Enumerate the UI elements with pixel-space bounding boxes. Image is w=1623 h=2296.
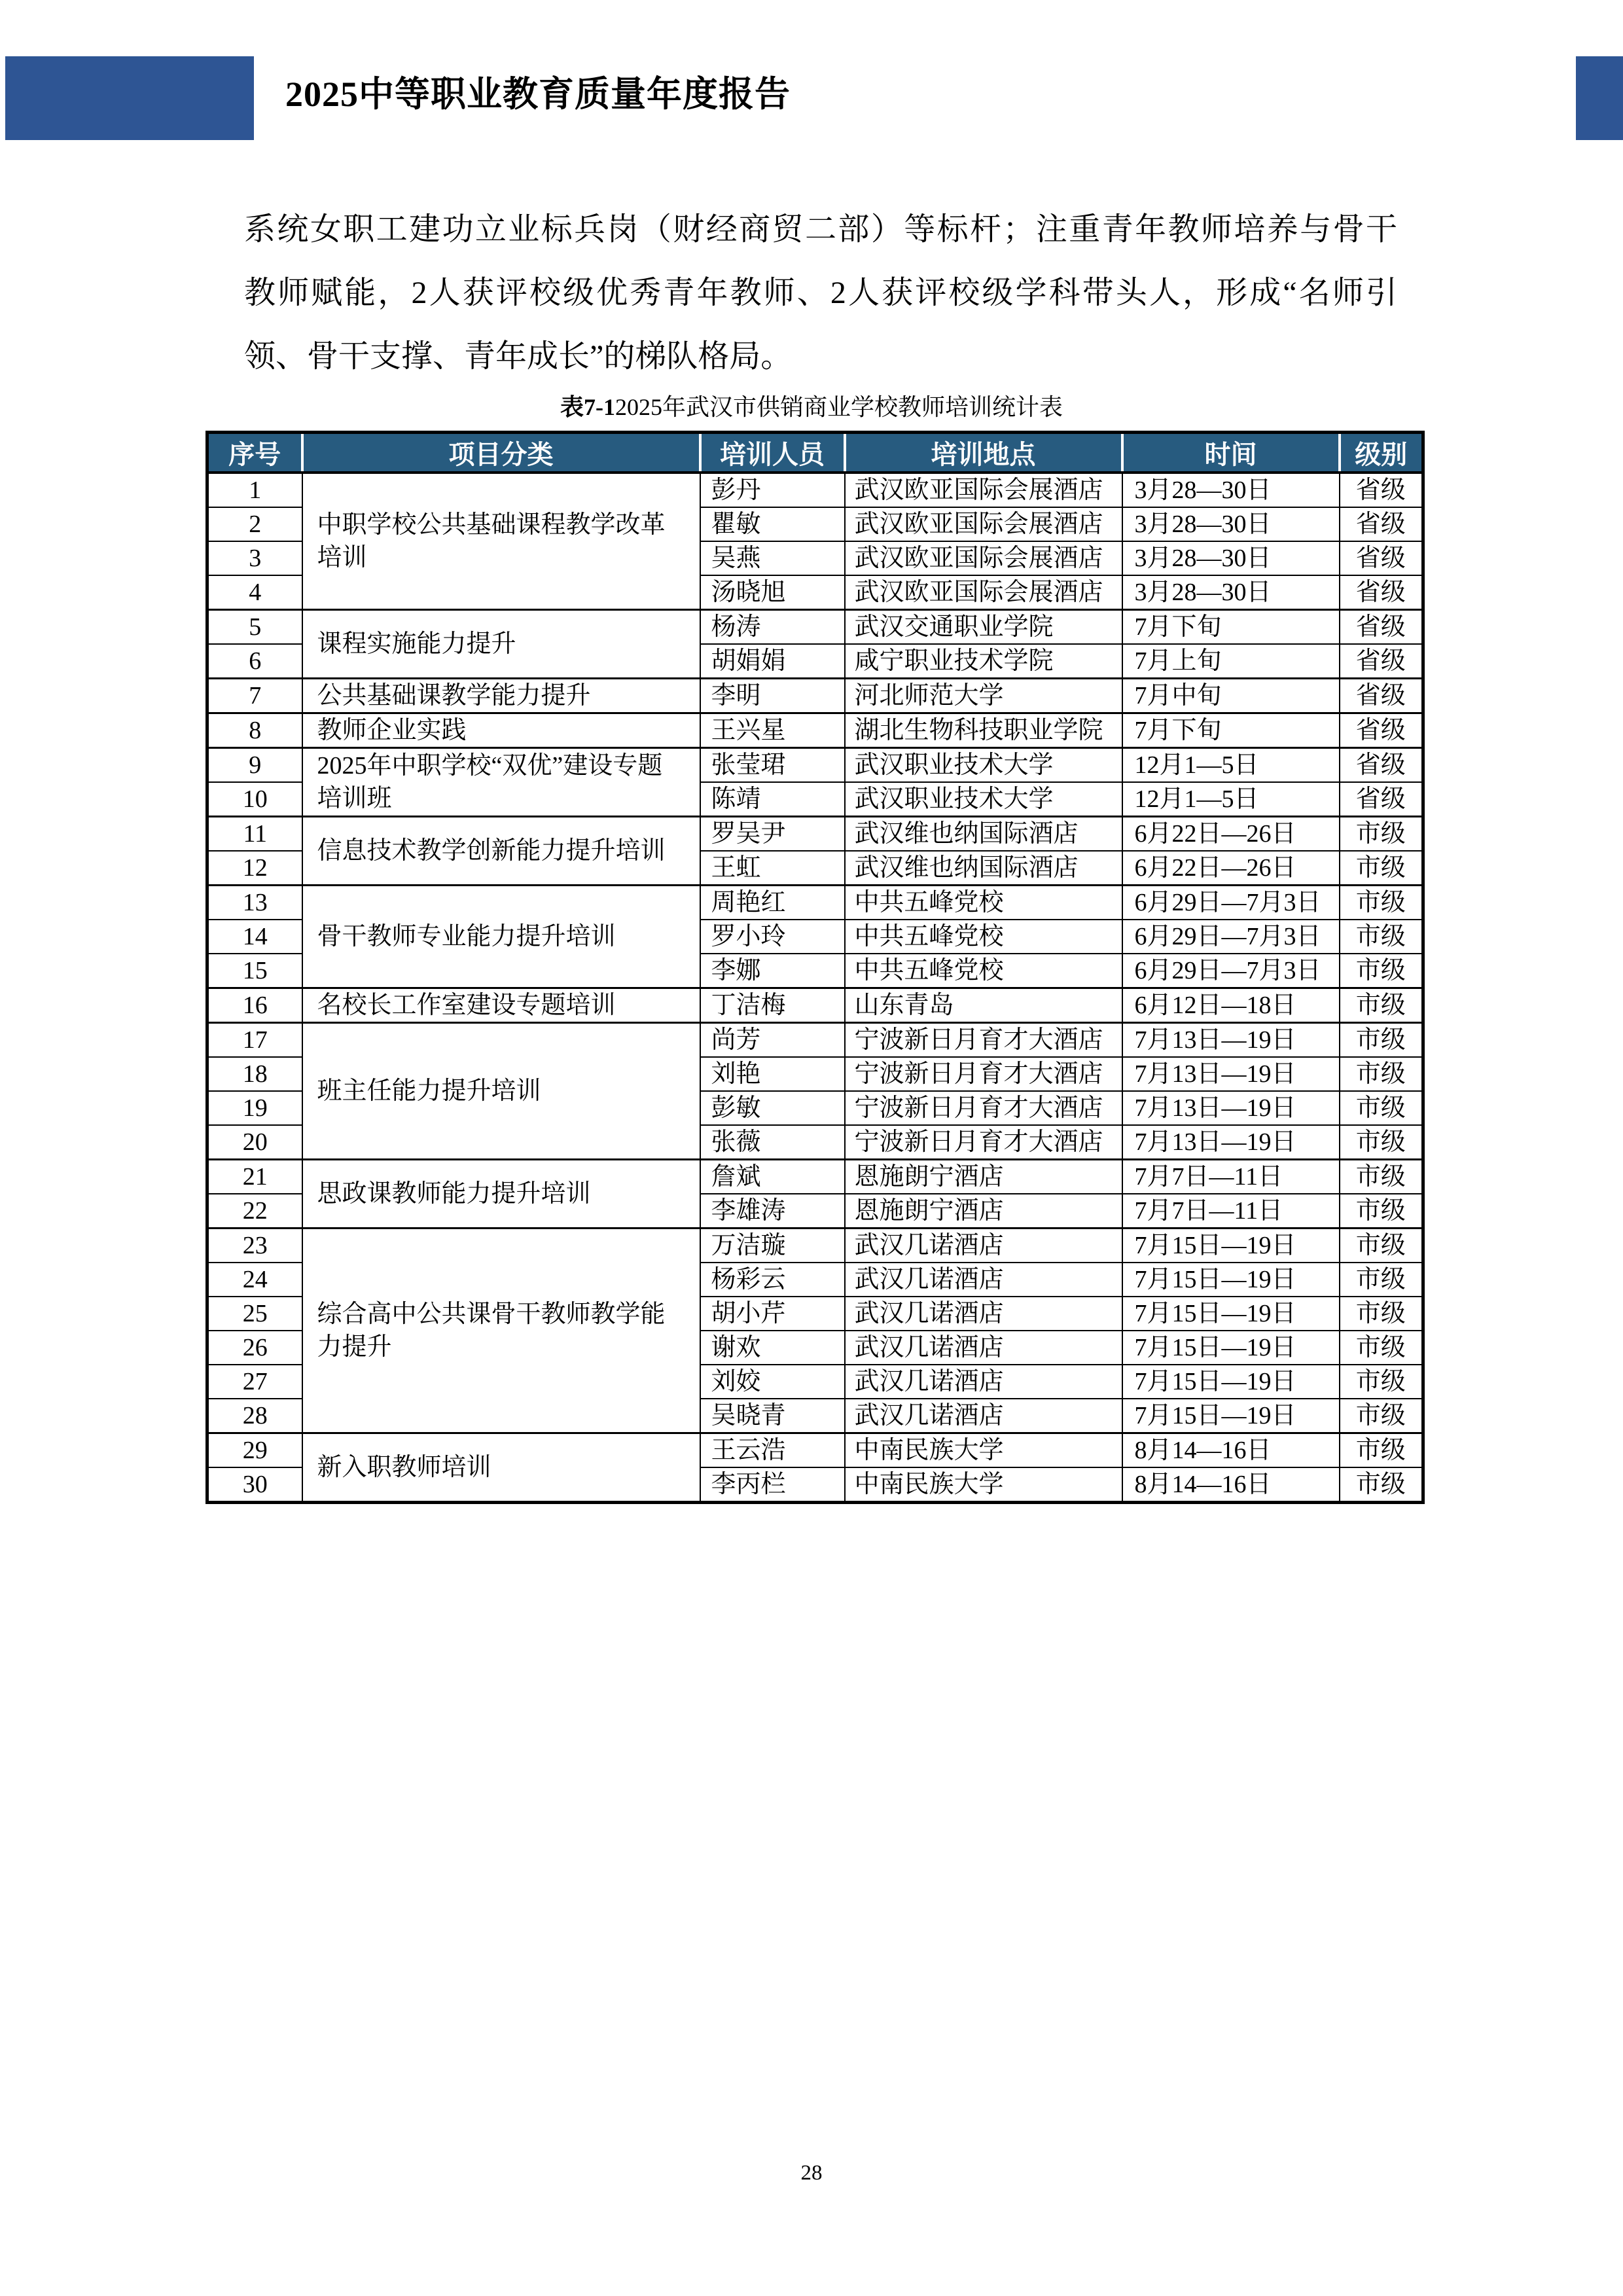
cell-training-time: 3月28—30日 <box>1122 507 1340 541</box>
body-paragraph <box>244 198 1397 388</box>
cell-training-time: 3月28—30日 <box>1122 575 1340 610</box>
cell-training-place: 武汉职业技术大学 <box>845 748 1122 783</box>
paragraph-line: 领、骨干支撑、青年成长”的梯队格局。 <box>244 339 793 374</box>
cell-training-place: 武汉几诺酒店 <box>845 1365 1122 1399</box>
cell-serial-number: 4 <box>207 575 302 610</box>
cell-level: 市级 <box>1340 920 1423 954</box>
cell-serial-number: 29 <box>207 1433 302 1468</box>
cell-trainee-name: 胡娟娟 <box>700 644 845 679</box>
cell-level: 省级 <box>1340 782 1423 817</box>
cell-training-time: 7月13日—19日 <box>1122 1023 1340 1058</box>
cell-trainee-name: 李丙栏 <box>700 1467 845 1503</box>
cell-serial-number: 11 <box>207 817 302 852</box>
cell-level: 市级 <box>1340 1091 1423 1125</box>
cell-training-place: 中南民族大学 <box>845 1467 1122 1503</box>
cell-training-place: 河北师范大学 <box>845 679 1122 713</box>
cell-training-time: 7月15日—19日 <box>1122 1331 1340 1365</box>
cell-training-place: 山东青岛 <box>845 988 1122 1023</box>
cell-training-place: 武汉几诺酒店 <box>845 1331 1122 1365</box>
cell-trainee-name: 胡小芹 <box>700 1297 845 1331</box>
cell-serial-number: 2 <box>207 507 302 541</box>
cell-trainee-name: 杨涛 <box>700 610 845 645</box>
cell-trainee-name: 罗小玲 <box>700 920 845 954</box>
cell-level: 市级 <box>1340 886 1423 920</box>
cell-serial-number: 17 <box>207 1023 302 1058</box>
cell-project-category: 信息技术教学创新能力提升培训 <box>302 817 700 886</box>
cell-level: 市级 <box>1340 1263 1423 1297</box>
cell-training-place: 宁波新日月育才大酒店 <box>845 1023 1122 1058</box>
cell-serial-number: 22 <box>207 1194 302 1229</box>
cell-serial-number: 30 <box>207 1467 302 1503</box>
cell-training-time: 6月29日—7月3日 <box>1122 920 1340 954</box>
page-number: 28 <box>800 2161 823 2185</box>
cell-training-place: 恩施朗宁酒店 <box>845 1194 1122 1229</box>
cell-trainee-name: 彭敏 <box>700 1091 845 1125</box>
cell-project-category: 班主任能力提升培训 <box>302 1023 700 1160</box>
header-accent-bar-right <box>1576 56 1623 140</box>
cell-project-category: 2025年中职学校“双优”建设专题培训班 <box>302 748 700 817</box>
cell-serial-number: 19 <box>207 1091 302 1125</box>
cell-training-place: 中共五峰党校 <box>845 954 1122 988</box>
cell-level: 市级 <box>1340 1331 1423 1365</box>
table-row <box>207 713 1423 748</box>
cell-serial-number: 9 <box>207 748 302 783</box>
cell-serial-number: 7 <box>207 679 302 713</box>
cell-training-place: 武汉交通职业学院 <box>845 610 1122 645</box>
cell-trainee-name: 吴晓青 <box>700 1399 845 1433</box>
cell-trainee-name: 周艳红 <box>700 886 845 920</box>
cell-trainee-name: 瞿敏 <box>700 507 845 541</box>
cell-training-time: 12月1—5日 <box>1122 782 1340 817</box>
table-row <box>207 473 1423 507</box>
cell-serial-number: 12 <box>207 851 302 886</box>
table-row <box>207 1433 1423 1468</box>
column-header-no: 序号 <box>207 433 302 473</box>
cell-level: 省级 <box>1340 473 1423 507</box>
cell-serial-number: 16 <box>207 988 302 1023</box>
cell-training-time: 7月7日—11日 <box>1122 1160 1340 1194</box>
cell-serial-number: 1 <box>207 473 302 507</box>
cell-training-place: 中共五峰党校 <box>845 886 1122 920</box>
cell-trainee-name: 张莹珺 <box>700 748 845 783</box>
cell-level: 省级 <box>1340 507 1423 541</box>
page-title: 2025中等职业教育质量年度报告 <box>285 75 791 114</box>
cell-trainee-name: 李雄涛 <box>700 1194 845 1229</box>
cell-training-time: 12月1—5日 <box>1122 748 1340 783</box>
table-body <box>207 473 1423 1503</box>
cell-trainee-name: 汤晓旭 <box>700 575 845 610</box>
cell-trainee-name: 谢欢 <box>700 1331 845 1365</box>
cell-level: 市级 <box>1340 1194 1423 1229</box>
cell-project-category: 教师企业实践 <box>302 713 700 748</box>
cell-training-place: 武汉几诺酒店 <box>845 1297 1122 1331</box>
cell-serial-number: 15 <box>207 954 302 988</box>
table-caption <box>0 391 1623 423</box>
cell-level: 省级 <box>1340 541 1423 575</box>
cell-project-category: 新入职教师培训 <box>302 1433 700 1503</box>
cell-level: 省级 <box>1340 644 1423 679</box>
table-row <box>207 886 1423 920</box>
cell-serial-number: 25 <box>207 1297 302 1331</box>
cell-trainee-name: 刘姣 <box>700 1365 845 1399</box>
cell-serial-number: 8 <box>207 713 302 748</box>
cell-training-time: 8月14—16日 <box>1122 1467 1340 1503</box>
table-header-row <box>207 433 1423 473</box>
cell-trainee-name: 万洁璇 <box>700 1229 845 1263</box>
table-row <box>207 679 1423 713</box>
cell-trainee-name: 丁洁梅 <box>700 988 845 1023</box>
cell-training-place: 武汉维也纳国际酒店 <box>845 851 1122 886</box>
cell-serial-number: 10 <box>207 782 302 817</box>
cell-trainee-name: 吴燕 <box>700 541 845 575</box>
column-header-level: 级别 <box>1340 433 1423 473</box>
cell-training-time: 7月13日—19日 <box>1122 1057 1340 1091</box>
cell-training-time: 6月12日—18日 <box>1122 988 1340 1023</box>
cell-serial-number: 14 <box>207 920 302 954</box>
cell-level: 省级 <box>1340 748 1423 783</box>
cell-serial-number: 27 <box>207 1365 302 1399</box>
cell-training-time: 7月上旬 <box>1122 644 1340 679</box>
cell-level: 省级 <box>1340 713 1423 748</box>
cell-serial-number: 20 <box>207 1125 302 1160</box>
column-header-category: 项目分类 <box>302 433 700 473</box>
cell-trainee-name: 张薇 <box>700 1125 845 1160</box>
cell-training-time: 7月中旬 <box>1122 679 1340 713</box>
cell-training-time: 6月29日—7月3日 <box>1122 954 1340 988</box>
cell-level: 市级 <box>1340 1365 1423 1399</box>
cell-training-place: 武汉几诺酒店 <box>845 1229 1122 1263</box>
cell-training-time: 8月14—16日 <box>1122 1433 1340 1468</box>
column-header-time: 时间 <box>1122 433 1340 473</box>
cell-training-time: 3月28—30日 <box>1122 541 1340 575</box>
cell-training-time: 6月22日—26日 <box>1122 817 1340 852</box>
cell-training-place: 武汉欧亚国际会展酒店 <box>845 541 1122 575</box>
cell-serial-number: 3 <box>207 541 302 575</box>
cell-serial-number: 13 <box>207 886 302 920</box>
cell-level: 市级 <box>1340 1160 1423 1194</box>
cell-trainee-name: 刘艳 <box>700 1057 845 1091</box>
cell-training-place: 武汉几诺酒店 <box>845 1263 1122 1297</box>
cell-serial-number: 28 <box>207 1399 302 1433</box>
cell-training-place: 武汉几诺酒店 <box>845 1399 1122 1433</box>
cell-level: 省级 <box>1340 679 1423 713</box>
table-row <box>207 1160 1423 1194</box>
cell-project-category: 公共基础课教学能力提升 <box>302 679 700 713</box>
table-row <box>207 988 1423 1023</box>
cell-trainee-name: 彭丹 <box>700 473 845 507</box>
paragraph-line: 教师赋能，2人获评校级优秀青年教师、2人获评校级学科带头人，形成“名师引 <box>244 276 1397 310</box>
cell-level: 市级 <box>1340 1297 1423 1331</box>
cell-trainee-name: 杨彩云 <box>700 1263 845 1297</box>
cell-trainee-name: 李明 <box>700 679 845 713</box>
cell-trainee-name: 陈靖 <box>700 782 845 817</box>
cell-training-time: 3月28—30日 <box>1122 473 1340 507</box>
cell-level: 市级 <box>1340 1023 1423 1058</box>
cell-project-category: 骨干教师专业能力提升培训 <box>302 886 700 988</box>
cell-training-time: 7月下旬 <box>1122 713 1340 748</box>
cell-level: 市级 <box>1340 988 1423 1023</box>
cell-training-place: 武汉欧亚国际会展酒店 <box>845 507 1122 541</box>
cell-project-category: 综合高中公共课骨干教师教学能力提升 <box>302 1229 700 1433</box>
table-row <box>207 610 1423 645</box>
cell-training-time: 7月15日—19日 <box>1122 1297 1340 1331</box>
cell-training-place: 中南民族大学 <box>845 1433 1122 1468</box>
cell-level: 市级 <box>1340 1125 1423 1160</box>
cell-training-place: 中共五峰党校 <box>845 920 1122 954</box>
cell-level: 市级 <box>1340 1229 1423 1263</box>
cell-training-place: 宁波新日月育才大酒店 <box>845 1125 1122 1160</box>
cell-serial-number: 23 <box>207 1229 302 1263</box>
cell-serial-number: 21 <box>207 1160 302 1194</box>
cell-training-place: 武汉维也纳国际酒店 <box>845 817 1122 852</box>
cell-level: 市级 <box>1340 851 1423 886</box>
cell-training-time: 7月15日—19日 <box>1122 1399 1340 1433</box>
cell-trainee-name: 李娜 <box>700 954 845 988</box>
cell-project-category: 中职学校公共基础课程教学改革培训 <box>302 473 700 610</box>
cell-trainee-name: 罗吴尹 <box>700 817 845 852</box>
cell-training-time: 6月22日—26日 <box>1122 851 1340 886</box>
table-row <box>207 817 1423 852</box>
caption-label: 表7-1 <box>560 394 615 420</box>
cell-training-time: 7月15日—19日 <box>1122 1365 1340 1399</box>
cell-trainee-name: 王兴星 <box>700 713 845 748</box>
cell-level: 市级 <box>1340 1057 1423 1091</box>
cell-serial-number: 5 <box>207 610 302 645</box>
table-row <box>207 1229 1423 1263</box>
cell-training-time: 7月15日—19日 <box>1122 1263 1340 1297</box>
table-row <box>207 748 1423 783</box>
cell-training-place: 武汉职业技术大学 <box>845 782 1122 817</box>
cell-training-place: 湖北生物科技职业学院 <box>845 713 1122 748</box>
cell-training-place: 恩施朗宁酒店 <box>845 1160 1122 1194</box>
cell-project-category: 名校长工作室建设专题培训 <box>302 988 700 1023</box>
cell-serial-number: 24 <box>207 1263 302 1297</box>
cell-trainee-name: 詹斌 <box>700 1160 845 1194</box>
paragraph-line: 系统女职工建功立业标兵岗（财经商贸二部）等标杆；注重青年教师培养与骨干 <box>244 212 1397 247</box>
column-header-person: 培训人员 <box>700 433 845 473</box>
cell-training-place: 武汉欧亚国际会展酒店 <box>845 473 1122 507</box>
cell-project-category: 课程实施能力提升 <box>302 610 700 679</box>
cell-training-time: 7月13日—19日 <box>1122 1091 1340 1125</box>
cell-level: 市级 <box>1340 817 1423 852</box>
cell-trainee-name: 王虹 <box>700 851 845 886</box>
caption-title: 2025年武汉市供销商业学校教师培训统计表 <box>615 394 1063 420</box>
cell-training-place: 宁波新日月育才大酒店 <box>845 1057 1122 1091</box>
cell-serial-number: 26 <box>207 1331 302 1365</box>
cell-training-time: 7月15日—19日 <box>1122 1229 1340 1263</box>
cell-training-place: 咸宁职业技术学院 <box>845 644 1122 679</box>
cell-project-category: 思政课教师能力提升培训 <box>302 1160 700 1229</box>
header-accent-bar-left <box>5 56 254 140</box>
column-header-place: 培训地点 <box>845 433 1122 473</box>
cell-level: 市级 <box>1340 1399 1423 1433</box>
cell-level: 市级 <box>1340 1433 1423 1468</box>
cell-level: 省级 <box>1340 610 1423 645</box>
teacher-training-table <box>205 431 1425 1504</box>
cell-training-time: 7月下旬 <box>1122 610 1340 645</box>
cell-serial-number: 18 <box>207 1057 302 1091</box>
cell-trainee-name: 尚芳 <box>700 1023 845 1058</box>
cell-level: 省级 <box>1340 575 1423 610</box>
cell-training-place: 宁波新日月育才大酒店 <box>845 1091 1122 1125</box>
table-row <box>207 1023 1423 1058</box>
cell-level: 市级 <box>1340 1467 1423 1503</box>
cell-trainee-name: 王云浩 <box>700 1433 845 1468</box>
cell-training-time: 6月29日—7月3日 <box>1122 886 1340 920</box>
cell-training-time: 7月7日—11日 <box>1122 1194 1340 1229</box>
cell-level: 市级 <box>1340 954 1423 988</box>
cell-training-place: 武汉欧亚国际会展酒店 <box>845 575 1122 610</box>
cell-training-time: 7月13日—19日 <box>1122 1125 1340 1160</box>
cell-serial-number: 6 <box>207 644 302 679</box>
